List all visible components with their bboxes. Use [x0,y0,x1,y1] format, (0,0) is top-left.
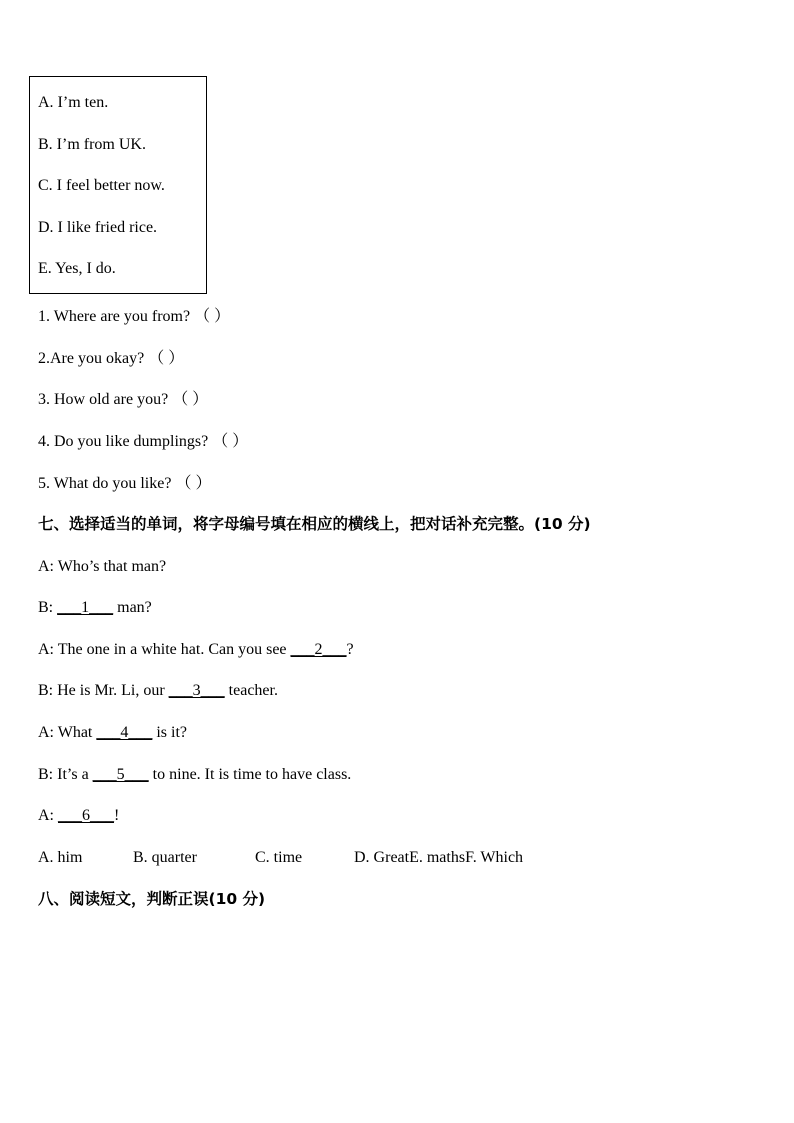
question-3-text: 3. How old are you? [38,391,169,408]
choice-a: A. him [38,849,83,866]
dialogue-text: A: Who’s that man? [38,558,167,575]
blank-6[interactable]: ___6___ [58,807,114,824]
dialogue-line-5 [38,723,187,743]
question-1 [38,307,230,327]
question-2-text: 2.Are you okay? [38,350,145,367]
dialogue-line-1 [38,557,166,577]
blank-5[interactable]: ___5___ [92,766,149,783]
answer-paren-3[interactable]: （ ） [172,391,209,408]
section-7-heading: 七、选择适当的单词，将字母编号填在相应的横线上，把对话补充完整。(10 分) [38,515,591,533]
choice-b: B. quarter [133,849,197,866]
dialogue-text: to nine. It is time to have class. [148,766,352,783]
dialogue-text: A: [38,807,58,824]
dialogue-text: A: The one in a white hat. Can you see [38,641,291,658]
dialogue-text: is it? [152,724,188,741]
section-8-heading: 八、阅读短文，判断正误(10 分) [38,890,266,908]
answer-paren-4[interactable]: （ ） [212,433,249,450]
dialogue-line-6 [38,765,351,785]
question-1-text: 1. Where are you from? [38,308,191,325]
dialogue-text: B: It’s a [38,766,93,783]
dialogue-text: teacher. [224,682,278,699]
choice-c: C. time [255,849,303,866]
dialogue-text: B: [38,599,58,616]
option-c: C. I feel better now. [38,177,165,194]
option-a: A. I’m ten. [38,94,109,111]
blank-1[interactable]: ___1___ [57,599,114,616]
question-2 [38,349,184,369]
question-3 [38,390,208,410]
answer-paren-1[interactable]: （ ） [194,308,231,325]
blank-3[interactable]: ___3___ [168,682,225,699]
dialogue-text: A: What [38,724,97,741]
answer-paren-5[interactable]: （ ） [175,475,212,492]
dialogue-text: ? [346,641,354,658]
answer-paren-2[interactable]: （ ） [148,350,185,367]
option-b: B. I’m from UK. [38,136,146,153]
dialogue-line-4 [38,681,278,701]
dialogue-text: B: He is Mr. Li, our [38,682,169,699]
option-d: D. I like fried rice. [38,219,158,236]
dialogue-line-3 [38,640,354,660]
question-4 [38,432,248,452]
blank-2[interactable]: ___2___ [290,641,347,658]
dialogue-line-7 [38,806,119,826]
question-5 [38,474,211,494]
dialogue-line-2 [38,598,152,618]
question-5-text: 5. What do you like? [38,475,172,492]
dialogue-text: man? [113,599,152,616]
dialogue-text: ! [114,807,120,824]
blank-4[interactable]: ___4___ [96,724,153,741]
option-e: E. Yes, I do. [38,260,116,277]
choice-d-e-f: D. GreatE. mathsF. Which [354,849,524,866]
question-4-text: 4. Do you like dumplings? [38,433,209,450]
